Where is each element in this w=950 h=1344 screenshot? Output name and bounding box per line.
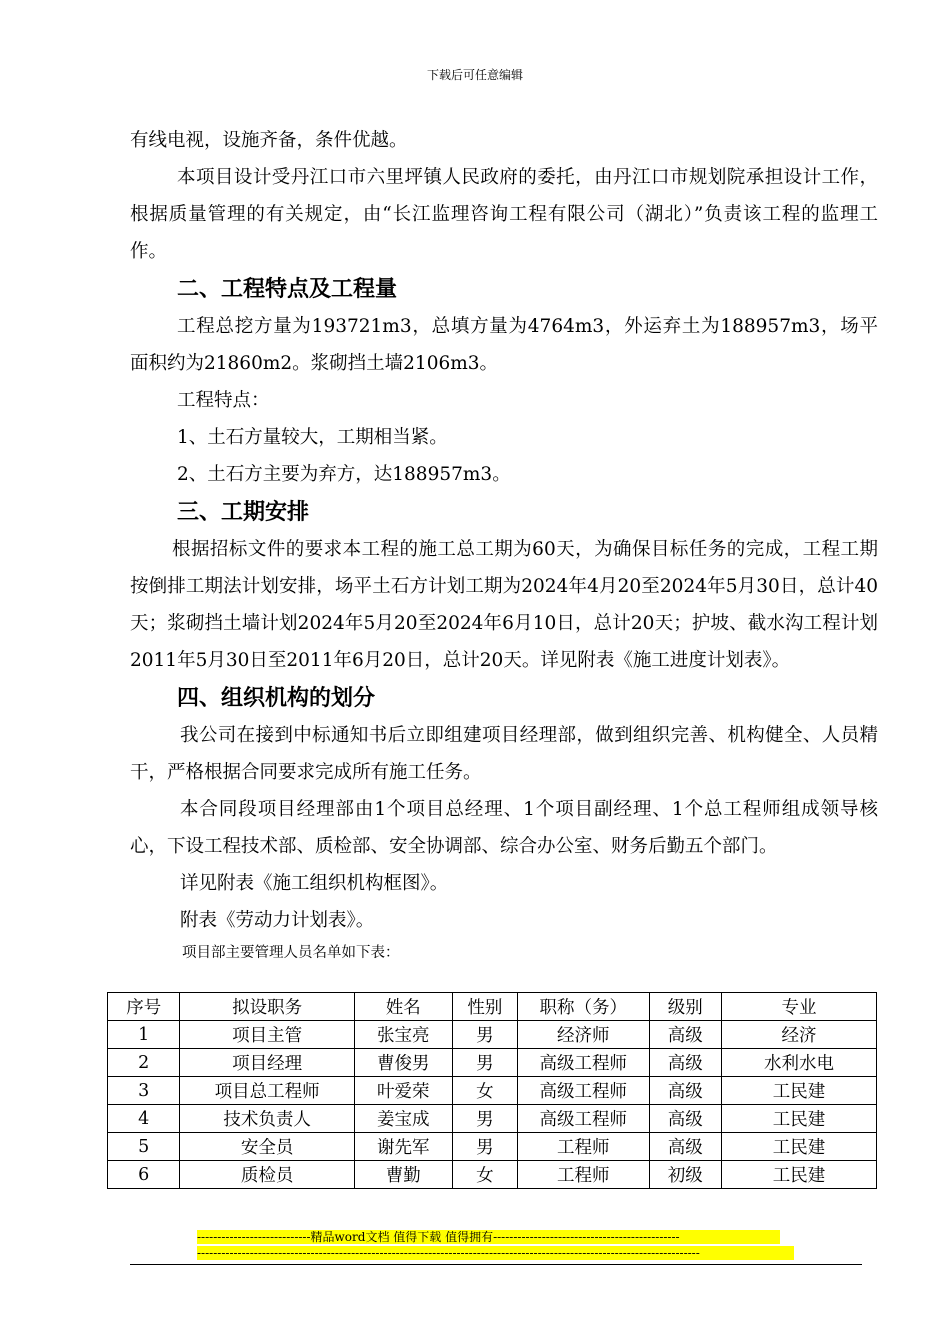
table-cell: 初级 [649,1161,721,1189]
paragraph: 根据招标文件的要求本工程的施工总工期为60天，为确保目标任务的完成，工程工期按倒排工期法计划安排，场平土石方计划工期为2024年4月20至2024年5月30日，总计40天；浆砌挡土墙计划2024年5月20至2024年6月10日，总计20天；护坡、截水沟工程计划2011年5月30日至2011年6月20日，总计20天。详见附表《施工进度计划表》。 [130,539,878,671]
table-row [108,1133,877,1161]
table-row [108,1077,877,1105]
table-cell: 高级 [649,1105,721,1133]
table-cell: 项目总工程师 [180,1077,354,1105]
table-cell: 工民建 [721,1105,876,1133]
table-cell: 经济 [721,1021,876,1049]
paragraph: 详见附表《施工组织机构框图》。 [180,873,449,894]
table-caption: 项目部主要管理人员名单如下表： [182,945,400,961]
table-cell: 2 [108,1049,180,1077]
table-cell: 男 [452,1049,517,1077]
table-cell: 工民建 [721,1077,876,1105]
table-cell: 谢先军 [354,1133,452,1161]
column-header-specialty: 专业 [721,993,876,1021]
list-item: 2、土石方主要为弃方，达188957m3。 [177,464,511,485]
table-cell: 工民建 [721,1133,876,1161]
footer-rule [130,1264,862,1265]
table-cell: 项目主管 [180,1021,354,1049]
table-row [108,1105,877,1133]
page-header-note: 下载后可任意编辑 [426,68,523,82]
table-cell: 5 [108,1133,180,1161]
table-row [108,1021,877,1049]
column-header-title: 职称（务） [517,993,649,1021]
table-cell: 男 [452,1021,517,1049]
table-cell: 工程师 [517,1133,649,1161]
table-cell: 曹俊男 [354,1049,452,1077]
paragraph: 本合同段项目经理部由1个项目总经理、1个项目副经理、1个总工程师组成领导核心，下设工程技术部、质检部、安全协调部、综合办公室、财务后勤五个部门。 [130,799,878,857]
table-cell: 高级 [649,1049,721,1077]
table-cell: 质检员 [180,1161,354,1189]
table-cell: 高级 [649,1077,721,1105]
column-header-position: 拟设职务 [180,993,354,1021]
table-cell: 男 [452,1133,517,1161]
paragraph: 本项目设计受丹江口市六里坪镇人民政府的委托，由丹江口市规划院承担设计工作，根据质量管理的有关规定，由“长江监理咨询工程有限公司（湖北）”负责该工程的监理工作。 [130,167,878,262]
table-cell: 曹勤 [354,1161,452,1189]
footer-dash-line: ---------------------------------------------------------------------------------------------------------------------------- [197,1246,794,1260]
table-cell: 女 [452,1077,517,1105]
table-cell: 工民建 [721,1161,876,1189]
paragraph: 我公司在接到中标通知书后立即组建项目经理部，做到组织完善、机构健全、人员精干，严格根据合同要求完成所有施工任务。 [130,725,878,783]
list-item: 1、土石方量较大，工期相当紧。 [177,427,448,448]
section-heading: 四、组织机构的划分 [177,685,376,711]
table-cell: 项目经理 [180,1049,354,1077]
table-cell: 高级工程师 [517,1105,649,1133]
table-cell: 高级 [649,1021,721,1049]
table-cell: 高级工程师 [517,1049,649,1077]
table-cell: 工程师 [517,1161,649,1189]
table-cell: 高级工程师 [517,1077,649,1105]
column-header-name: 姓名 [354,993,452,1021]
table-row [108,1049,877,1077]
table-cell: 高级 [649,1133,721,1161]
paragraph: 附表《劳动力计划表》。 [180,910,375,931]
table-cell: 女 [452,1161,517,1189]
footer-banner: ----------------------------精品word文档 值得下载 值得拥有---------------------------------------------- [197,1230,780,1244]
paragraph: 工程特点： [177,390,270,411]
column-header-level: 级别 [649,993,721,1021]
column-header-gender: 性别 [452,993,517,1021]
table-cell: 经济师 [517,1021,649,1049]
section-heading: 二、工程特点及工程量 [177,276,398,302]
table-cell: 1 [108,1021,180,1049]
paragraph: 有线电视，设施齐备，条件优越。 [130,130,408,151]
table-cell: 安全员 [180,1133,354,1161]
table-cell: 4 [108,1105,180,1133]
paragraph: 工程总挖方量为193721m3，总填方量为4764m3，外运弃土为188957m3，场平面积约为21860m2。浆砌挡土墙2106m3。 [130,316,878,374]
table-row [108,1161,877,1189]
table-cell: 水利水电 [721,1049,876,1077]
staff-table [107,992,877,1189]
table-cell: 6 [108,1161,180,1189]
table-cell: 姜宝成 [354,1105,452,1133]
section-heading: 三、工期安排 [177,499,310,525]
table-header-row [108,993,877,1021]
table-cell: 张宝亮 [354,1021,452,1049]
table-cell: 男 [452,1105,517,1133]
column-header-index: 序号 [108,993,180,1021]
table-cell: 叶爱荣 [354,1077,452,1105]
document-body [130,122,878,967]
table-cell: 技术负责人 [180,1105,354,1133]
table-cell: 3 [108,1077,180,1105]
